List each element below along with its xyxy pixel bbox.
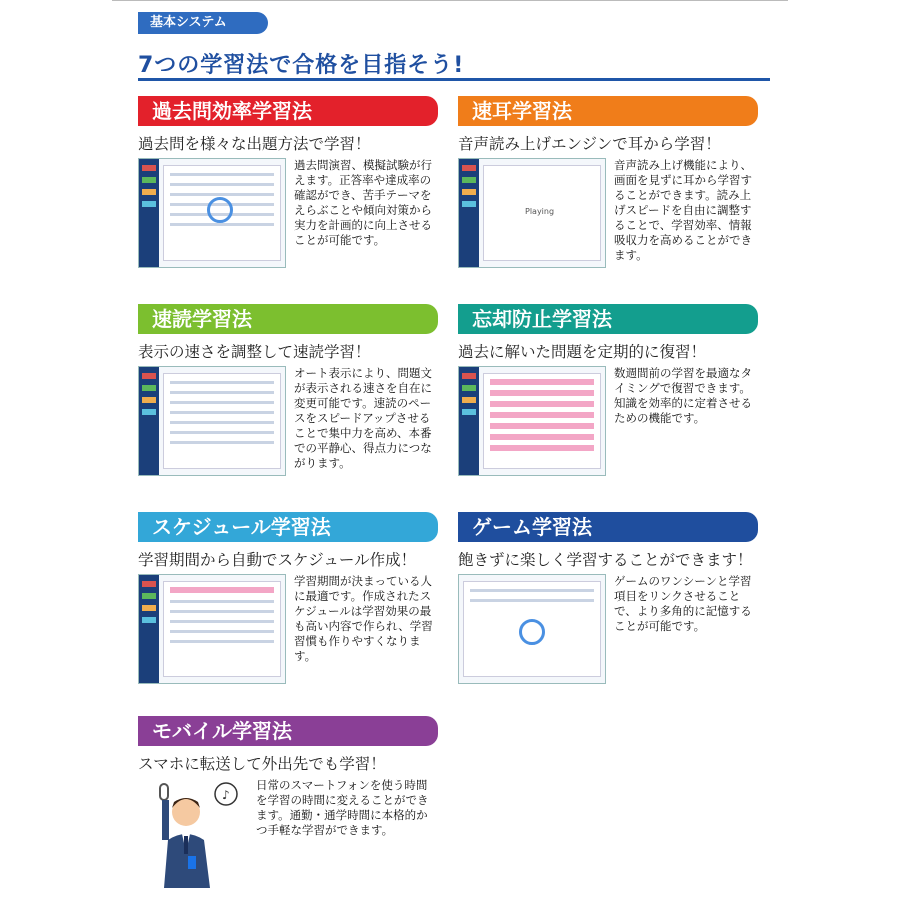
page-title: 7つの学習法で合格を目指そう!: [138, 53, 465, 78]
card-schedule: [138, 512, 438, 684]
card-subtitle: 音声読み上げエンジンで耳から学習！: [458, 135, 721, 153]
card-subtitle: 表示の速さを調整して速読学習！: [138, 343, 371, 361]
card-boukyaku: [458, 304, 758, 476]
card-description: 学習期間が決まっている人に最適です。作成されたスケジュールは学習効果の最も高い内容で作られ、学習習慣も作りやすくなります。: [294, 574, 433, 663]
screenshot-thumbnail: [138, 574, 286, 684]
card-description: ゲームのワンシーンと学習項目をリンクさせることで、より多角的に記憶することが可能です。: [614, 574, 752, 633]
card-mobile: [138, 716, 438, 888]
card-hayamimi: [458, 96, 758, 268]
card-description: 数週間前の学習を最適なタイミングで復習できます。知識を効率的に定着させるための機能です。: [614, 366, 752, 425]
commuter-illustration: [138, 778, 248, 888]
card-description: 日常のスマートフォンを使う時間を学習の時間に変えることができます。通勤・通学時間に本格的かつ手軽な学習ができます。: [256, 778, 429, 837]
screenshot-thumbnail: [458, 574, 606, 684]
card-subtitle: スマホに転送して外出先でも学習！: [138, 755, 386, 773]
card-banner: スケジュール学習法: [138, 512, 438, 542]
screenshot-thumbnail: [458, 158, 606, 268]
card-subtitle: 飽きずに楽しく学習することができます！: [458, 551, 753, 569]
card-banner: 忘却防止学習法: [458, 304, 758, 334]
card-banner: 速耳学習法: [458, 96, 758, 126]
card-description: オート表示により、問題文が表示される速さを自在に変更可能です。速読のペースをスピードアップさせることで集中力を高め、本番での平静心、得点力につながります。: [294, 366, 432, 470]
card-banner: 速読学習法: [138, 304, 438, 334]
playing-label: Playing: [525, 207, 555, 216]
highlight-circle-icon: [207, 197, 233, 223]
card-kakomon: [138, 96, 438, 268]
top-divider: [112, 0, 788, 1]
card-banner: 過去問効率学習法: [138, 96, 438, 126]
screenshot-thumbnail: [138, 158, 286, 268]
svg-text:♪: ♪: [222, 788, 230, 802]
section-tag: 基本システム: [138, 12, 268, 34]
screenshot-thumbnail: [138, 366, 286, 476]
card-description: 過去問演習、模擬試験が行えます。正答率や達成率の確認ができ、苦手テーマをえらぶことや傾向対策から実力を計画的に向上させることが可能です。: [294, 158, 432, 247]
title-underline: [138, 78, 770, 81]
screenshot-thumbnail: [458, 366, 606, 476]
card-subtitle: 過去に解いた問題を定期的に復習！: [458, 343, 707, 361]
card-game: [458, 512, 758, 684]
card-sokudoku: [138, 304, 438, 476]
highlight-circle-icon: [519, 619, 545, 645]
card-subtitle: 学習期間から自動でスケジュール作成！: [138, 551, 417, 569]
card-description: 音声読み上げ機能により、画面を見ずに耳から学習することができます。読み上げスピードを自由に調整することで、学習効率、情報吸収力を高めることができます。: [614, 158, 752, 262]
card-banner: モバイル学習法: [138, 716, 438, 746]
card-subtitle: 過去問を様々な出題方法で学習！: [138, 135, 371, 153]
card-banner: ゲーム学習法: [458, 512, 758, 542]
